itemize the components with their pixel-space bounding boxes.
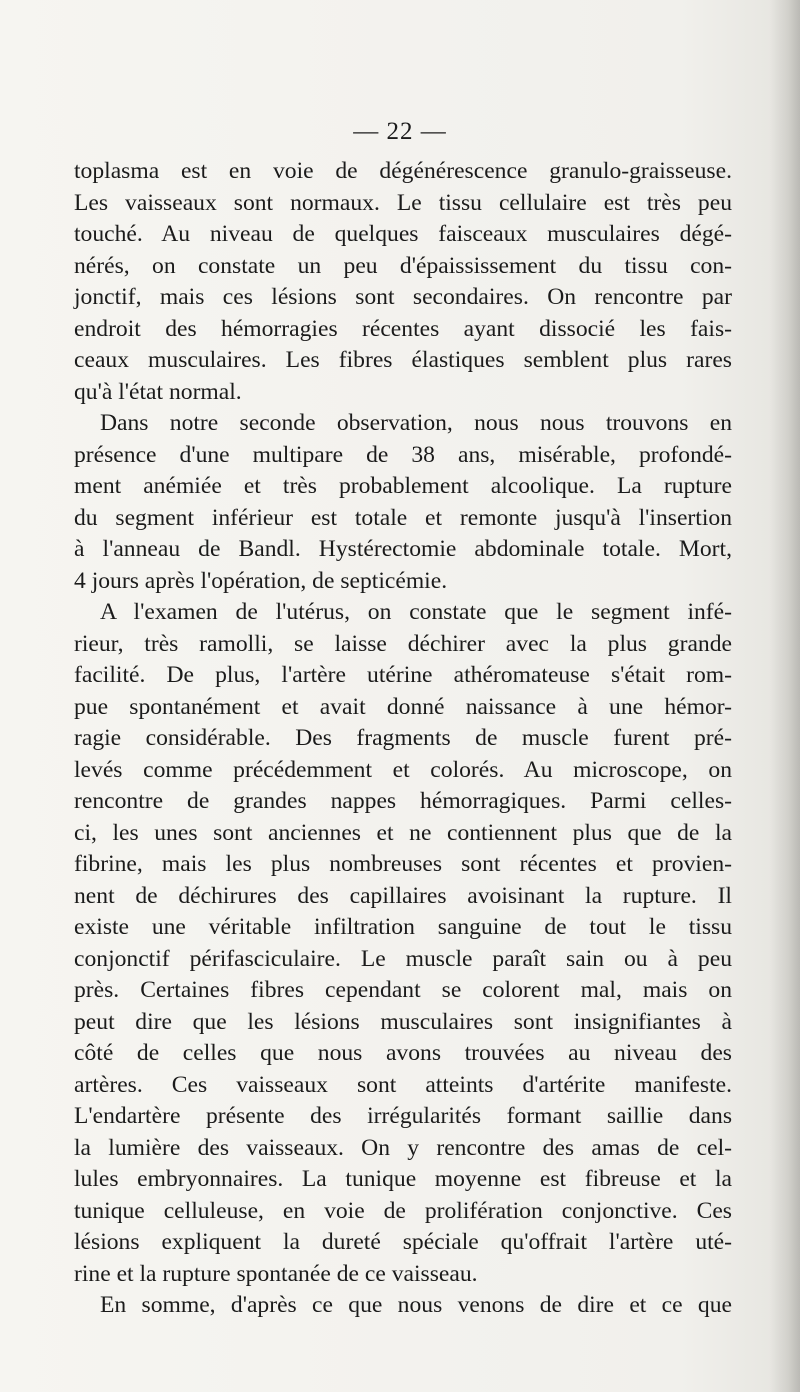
text-line: ceaux musculaires. Les fibres élastiques semblent plus rares [74, 347, 732, 373]
text-line: rencontre de grandes nappes hémorragiques. Parmi celles- [74, 788, 732, 814]
text-line: rine et la rupture spontanée de ce vaisseau. [74, 1260, 478, 1287]
text-line: côté de celles que nous avons trouvées au niveau des [74, 1040, 732, 1066]
text-line: pue spontanément et avait donné naissance à une hémor- [74, 693, 732, 720]
text-line: endroit des hémorragies récentes ayant dissocié les fais- [74, 315, 732, 342]
text-line: du segment inférieur est totale et remonte jusqu'à l'insertion [74, 504, 732, 531]
text-line: ragie considérable. Des fragments de muscle furent pré- [74, 725, 732, 751]
text-line: ment anémiée et très probablement alcoolique. La rupture [74, 473, 732, 499]
text-line: Dans notre seconde observation, nous nous trouvons en [100, 410, 732, 436]
text-line: nérés, on constate un peu d'épaississement du tissu con- [74, 252, 732, 279]
page-number: — 22 — [353, 118, 447, 145]
text-line: existe une véritable infiltration sanguine de tout le tissu [74, 914, 732, 940]
text-line: 4 jours après l'opération, de septicémie. [74, 567, 448, 594]
text-line: nent de déchirures des capillaires avoisinant la rupture. Il [74, 882, 732, 909]
text-line: ci, les unes sont anciennes et ne contiennent plus que de la [74, 819, 732, 846]
text-line: L'endartère présente des irrégularités formant saillie dans [74, 1103, 732, 1129]
text-line: conjonctif périfasciculaire. Le muscle paraît sain ou à peu [74, 945, 732, 972]
text-line: A l'examen de l'utérus, on constate que le segment infé- [100, 599, 732, 625]
text-line: artères. Ces vaisseaux sont atteints d'artérite manifeste. [74, 1071, 732, 1098]
text-line: la lumière des vaisseaux. On y rencontre des amas de cel- [74, 1134, 732, 1161]
text-line: à l'anneau de Bandl. Hystérectomie abdominale totale. Mort, [74, 536, 732, 562]
text-line: rieur, très ramolli, se laisse déchirer avec la plus grande [74, 630, 732, 657]
text-line: En somme, d'après ce que nous venons de dire et ce que [100, 1292, 732, 1318]
page-edge-shadow [770, 0, 800, 1392]
text-line: qu'à l'état normal. [74, 378, 242, 405]
text-line: levés comme précédemment et colorés. Au microscope, on [74, 756, 732, 783]
text-line: toplasma est en voie de dégénérescence granulo-graisseuse. [74, 158, 732, 184]
text-line: jonctif, mais ces lésions sont secondaires. On rencontre par [74, 284, 732, 310]
text-line: touché. Au niveau de quelques faisceaux musculaires dégé- [74, 221, 732, 247]
text-line: lules embryonnaires. La tunique moyenne est fibreuse et la [74, 1166, 732, 1192]
text-line: lésions expliquent la dureté spéciale qu'offrait l'artère uté- [74, 1229, 732, 1255]
text-line: peut dire que les lésions musculaires sont insignifiantes à [74, 1008, 732, 1035]
text-line: Les vaisseaux sont normaux. Le tissu cellulaire est très peu [74, 189, 732, 216]
body-text [74, 156, 732, 1322]
text-line: tunique celluleuse, en voie de prolifération conjonctive. Ces [74, 1197, 732, 1224]
text-line: fibrine, mais les plus nombreuses sont récentes et provien- [74, 851, 732, 877]
text-line: près. Certaines fibres cependant se colorent mal, mais on [74, 977, 732, 1003]
text-line: présence d'une multipare de 38 ans, misérable, profondé- [74, 441, 732, 468]
text-line: facilité. De plus, l'artère utérine athéromateuse s'était rom- [74, 662, 732, 688]
